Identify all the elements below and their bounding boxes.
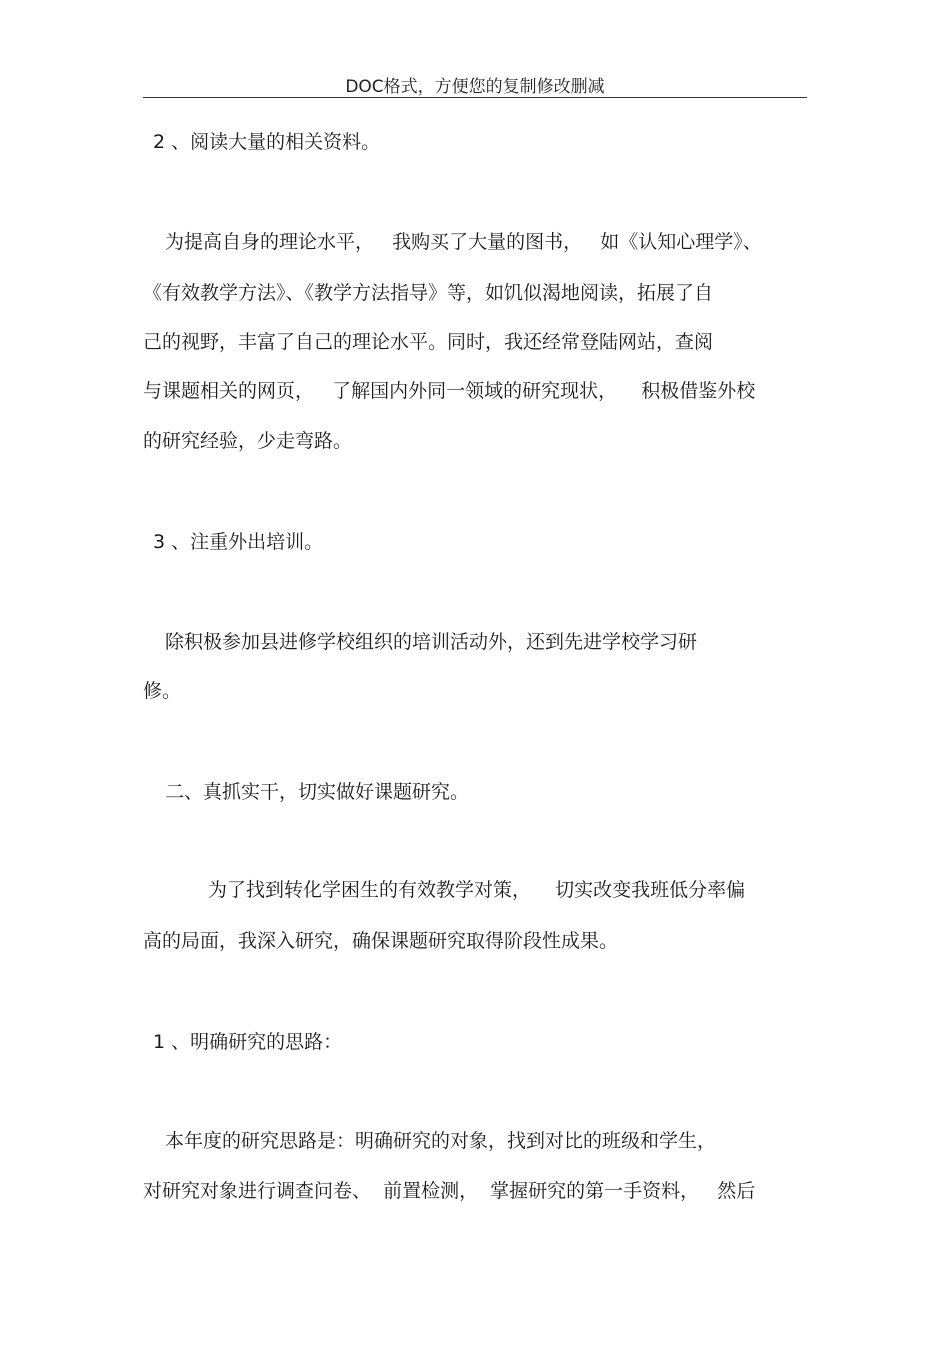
paragraph-line: 与课题相关的网页， 了解国内外同一领域的研究现状， 积极借鉴外校 xyxy=(143,380,756,402)
paragraph-line: 本年度的研究思路是：明确研究的对象，找到对比的班级和学生， xyxy=(165,1130,717,1152)
section-2-heading: 二、真抓实干，切实做好课题研究。 xyxy=(165,781,470,803)
header-divider xyxy=(143,97,807,98)
paragraph-line: 《有效教学方法》、《教学方法指导》等，如饥似渴地阅读，拓展了自 xyxy=(143,282,714,304)
item-2-heading: 2 、阅读大量的相关资料。 xyxy=(153,131,381,153)
paragraph-line: 修。 xyxy=(143,680,182,702)
paragraph-line: 为了找到转化学困生的有效教学对策， 切实改变我班低分率偏 xyxy=(208,879,746,901)
paragraph-line: 为提高自身的理论水平， 我购买了大量的图书， 如《认知心理学》、 xyxy=(165,231,762,253)
paragraph-line: 高的局面，我深入研究，确保课题研究取得阶段性成果。 xyxy=(143,930,619,952)
paragraph-line: 对研究对象进行调查问卷、 前置检测， 掌握研究的第一手资料， 然后 xyxy=(143,1180,756,1202)
paragraph-line: 的研究经验，少走弯路。 xyxy=(143,430,353,452)
item-3-heading: 3 、注重外出培训。 xyxy=(153,531,324,553)
paragraph-line: 除积极参加县进修学校组织的培训活动外，还到先进学校学习研 xyxy=(165,631,698,653)
item-1-heading: 1 、明确研究的思路： xyxy=(153,1031,343,1053)
page-header: DOC格式，方便您的复制修改删减 xyxy=(345,77,605,97)
paragraph-line: 己的视野，丰富了自己的理论水平。同时，我还经常登陆网站，查阅 xyxy=(143,331,714,353)
